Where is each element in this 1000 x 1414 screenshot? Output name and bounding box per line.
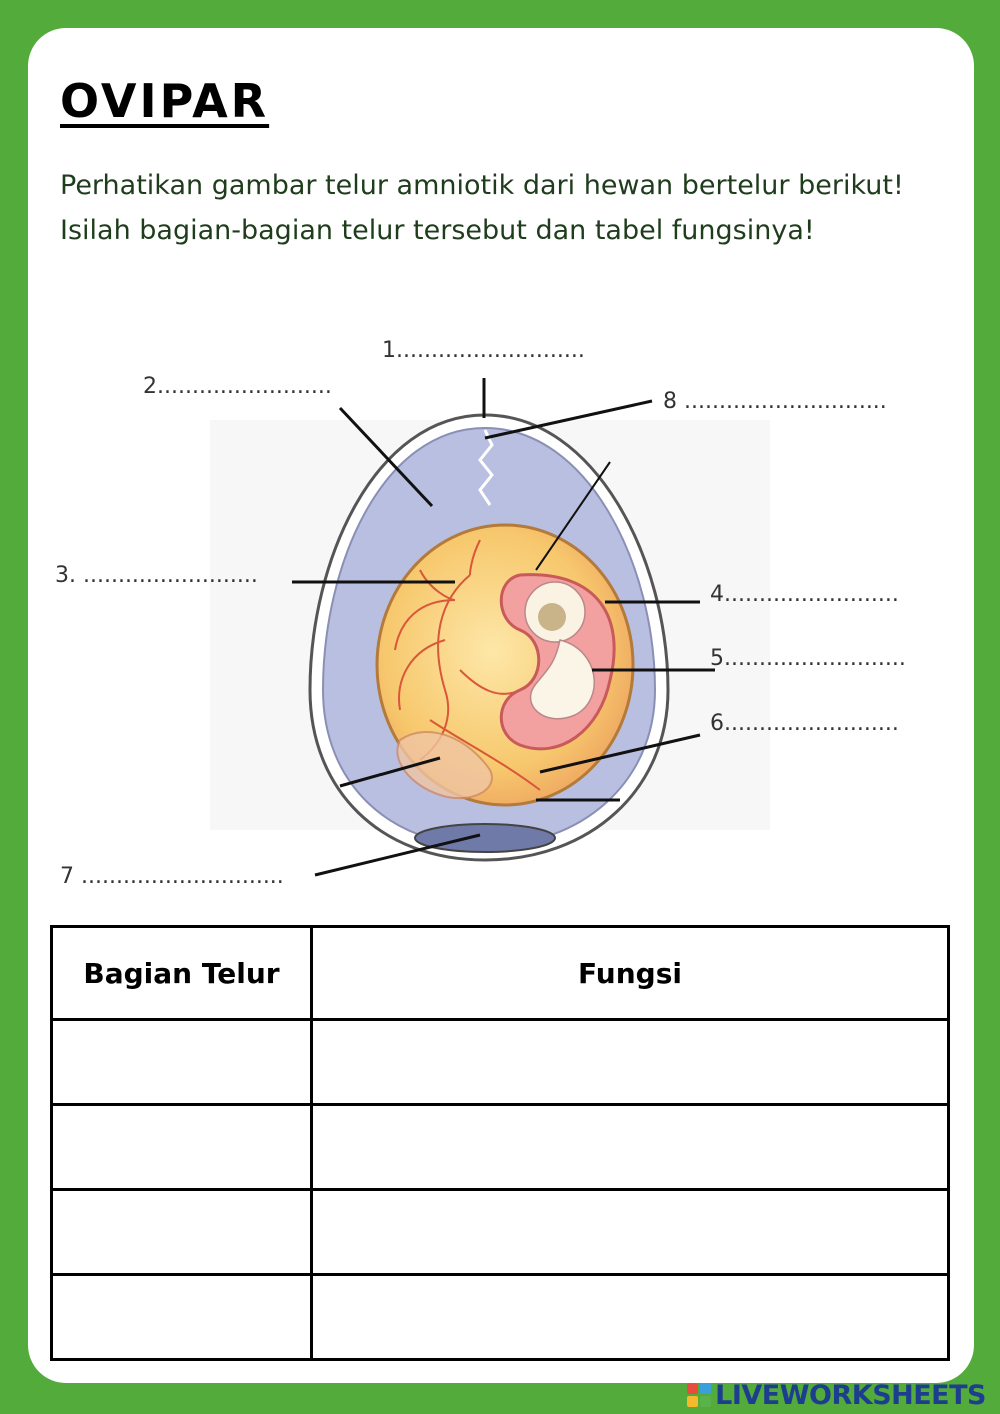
egg-diagram bbox=[0, 320, 1000, 910]
label-3: 3. ......................... bbox=[55, 563, 258, 588]
label-1: 1........................... bbox=[382, 338, 585, 363]
header-fungsi: Fungsi bbox=[312, 927, 949, 1020]
label-4: 4......................... bbox=[710, 582, 899, 607]
label-8: 8 ............................. bbox=[663, 389, 887, 414]
logo-square bbox=[687, 1396, 698, 1407]
answer-cell-function[interactable] bbox=[312, 1020, 949, 1105]
answer-cell-part[interactable] bbox=[52, 1190, 312, 1275]
answer-cell-part[interactable] bbox=[52, 1275, 312, 1360]
header-bagian-telur: Bagian Telur bbox=[52, 927, 312, 1020]
answer-table bbox=[50, 925, 950, 1361]
liveworksheets-watermark bbox=[687, 1380, 986, 1410]
answer-cell-part[interactable] bbox=[52, 1105, 312, 1190]
table-header-row bbox=[52, 927, 949, 1020]
answer-cell-function[interactable] bbox=[312, 1190, 949, 1275]
table-row bbox=[52, 1275, 949, 1360]
label-5: 5.......................... bbox=[710, 646, 906, 671]
table-row bbox=[52, 1020, 949, 1105]
instructions-text: Perhatikan gambar telur amniotik dari hewan bertelur berikut! Isilah bagian-bagian telur tersebut dan tabel fungsinya! bbox=[60, 170, 904, 246]
logo-square bbox=[687, 1383, 698, 1394]
answer-cell-function[interactable] bbox=[312, 1105, 949, 1190]
watermark-text: LIVEWORKSHEETS bbox=[715, 1379, 986, 1411]
air-cell bbox=[415, 824, 555, 852]
logo-square bbox=[700, 1396, 711, 1407]
embryo-eye bbox=[538, 603, 566, 631]
page-title: OVIPAR bbox=[60, 74, 270, 128]
label-6: 6......................... bbox=[710, 711, 899, 736]
label-2: 2......................... bbox=[143, 374, 332, 399]
label-7: 7 ............................. bbox=[60, 864, 284, 889]
logo-square bbox=[700, 1383, 711, 1394]
table-row bbox=[52, 1190, 949, 1275]
answer-cell-part[interactable] bbox=[52, 1020, 312, 1105]
liveworksheets-logo-icon bbox=[687, 1383, 711, 1407]
table-row bbox=[52, 1105, 949, 1190]
answer-cell-function[interactable] bbox=[312, 1275, 949, 1360]
